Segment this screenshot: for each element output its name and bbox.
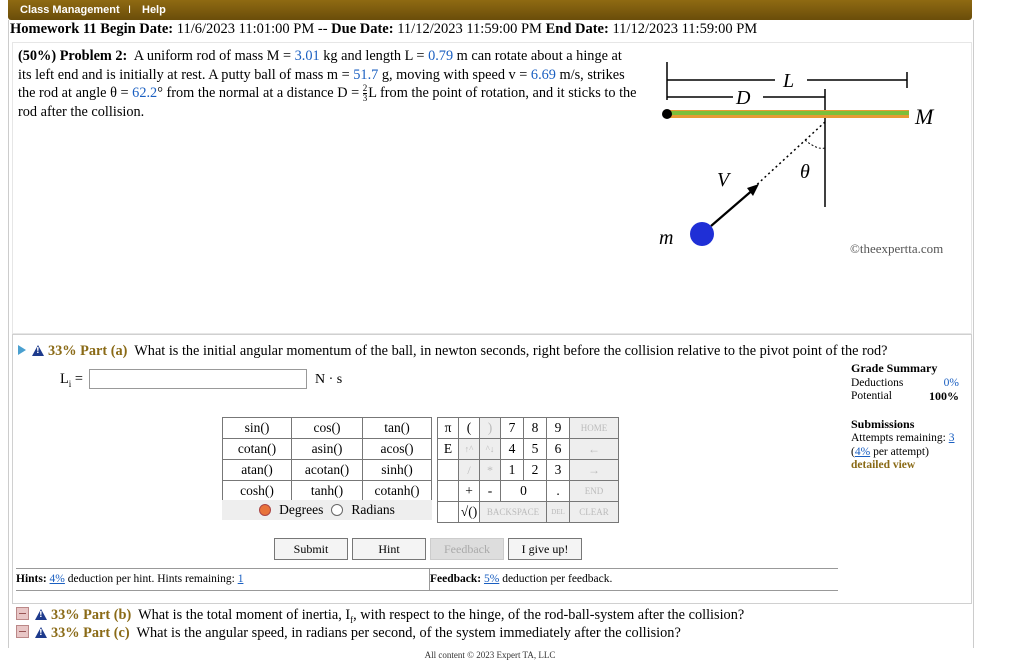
- part-c-row[interactable]: [16, 625, 681, 642]
- begin-date-value: 11/6/2023 11:01:00 PM: [176, 21, 315, 37]
- end-date-value: 11/12/2023 11:59:00 PM: [612, 21, 758, 37]
- key-right[interactable]: →: [570, 460, 619, 481]
- potential-label: Potential: [851, 390, 892, 402]
- warning-icon: [35, 627, 47, 638]
- homework-title: Homework 11: [10, 21, 97, 37]
- key-open-paren[interactable]: (: [459, 418, 480, 439]
- warning-icon: [35, 609, 47, 620]
- deductions-label: Deductions: [851, 376, 904, 389]
- angle-value: 62.2: [132, 85, 158, 101]
- label-theta: θ: [800, 161, 810, 183]
- part-c-question: What is the angular speed, in radians per second, of the system immediately after the collision?: [136, 625, 681, 641]
- part-a-percent: 33% Part (a): [48, 343, 128, 359]
- mass-value: 3.01: [294, 48, 320, 64]
- func-cotanh[interactable]: cotanh(): [363, 481, 432, 502]
- problem-text-6: ° from the normal at a distance D =: [157, 85, 363, 101]
- submissions-title: Submissions: [851, 416, 915, 431]
- fraction-numerator: 2: [362, 83, 368, 94]
- key-clear[interactable]: CLEAR: [570, 502, 619, 523]
- per-attempt-row: [851, 446, 959, 460]
- func-atan[interactable]: atan(): [223, 460, 292, 481]
- top-nav-bar: [8, 0, 972, 20]
- date-separator: --: [317, 21, 328, 37]
- answer-variable: [60, 371, 83, 389]
- key-5[interactable]: 5: [524, 439, 547, 460]
- give-up-button[interactable]: I give up!: [508, 538, 582, 560]
- func-asin[interactable]: asin(): [292, 439, 363, 460]
- collapse-icon[interactable]: [16, 625, 29, 638]
- attempts-value: 3: [948, 432, 955, 444]
- hints-pct: 4%: [49, 573, 65, 585]
- class-management-link[interactable]: Class Management: [20, 4, 120, 16]
- hints-label: Hints:: [16, 573, 47, 585]
- func-cosh[interactable]: cosh(): [223, 481, 292, 502]
- func-cotan[interactable]: cotan(): [223, 439, 292, 460]
- radians-label: Radians: [351, 502, 395, 517]
- hints-info: [16, 573, 243, 585]
- answer-input[interactable]: [89, 369, 307, 389]
- variable-letter: L: [60, 371, 69, 387]
- copyright-watermark: ©theexpertta.com: [850, 241, 944, 256]
- func-cos[interactable]: cos(): [292, 418, 363, 439]
- feedback-info: [430, 573, 612, 585]
- key-down[interactable]: ^↓: [480, 439, 501, 460]
- key-9[interactable]: 9: [547, 418, 570, 439]
- detailed-view-link[interactable]: detailed view: [851, 459, 916, 471]
- key-home[interactable]: HOME: [570, 418, 619, 439]
- func-sin[interactable]: sin(): [223, 418, 292, 439]
- key-sqrt[interactable]: √(): [459, 502, 480, 523]
- angle-mode: [222, 500, 432, 520]
- collapse-icon[interactable]: [16, 607, 29, 620]
- end-date-label: End Date:: [545, 21, 609, 37]
- submit-button[interactable]: Submit: [274, 538, 348, 560]
- attempts-row: [851, 432, 959, 446]
- problem-diagram: [655, 62, 934, 252]
- deductions-row: [851, 377, 959, 391]
- problem-text: [18, 47, 638, 122]
- key-end[interactable]: END: [570, 481, 619, 502]
- part-b-row[interactable]: [16, 607, 744, 625]
- degrees-radio[interactable]: [259, 504, 271, 516]
- hints-remaining: 1: [237, 573, 244, 585]
- variable-subscript: i: [68, 378, 72, 389]
- key-e[interactable]: E: [438, 439, 459, 460]
- part-b-question-1: What is the total moment of inertia, I: [138, 607, 351, 623]
- key-pi[interactable]: π: [438, 418, 459, 439]
- key-8[interactable]: 8: [524, 418, 547, 439]
- deductions-value: 0%: [943, 376, 959, 389]
- velocity-arrow: [711, 188, 755, 226]
- per-attempt-label: per attempt): [873, 445, 929, 458]
- func-tanh[interactable]: tanh(): [292, 481, 363, 502]
- problem-header: (50%) Problem 2:: [18, 48, 128, 64]
- key-blank-1: [438, 460, 459, 481]
- func-acotan[interactable]: acotan(): [292, 460, 363, 481]
- part-b-question-2: , with respect to the hinge, of the rod-ball-system after the collision?: [353, 607, 745, 623]
- key-plus[interactable]: +: [459, 481, 480, 502]
- key-7[interactable]: 7: [501, 418, 524, 439]
- part-a-header: [18, 343, 887, 360]
- feedback-button[interactable]: Feedback: [430, 538, 504, 560]
- hints-text: deduction per hint. Hints remaining:: [67, 573, 235, 585]
- ball-mass-value: 51.7: [353, 66, 379, 83]
- part-a-question: What is the initial angular momentum of the ball, in newton seconds, right before the collision relative to the pivot point of the rod?: [134, 343, 888, 359]
- key-1[interactable]: 1: [501, 460, 524, 481]
- speed-value: 6.69: [530, 66, 556, 83]
- potential-value: 100%: [929, 389, 959, 403]
- footer-copyright: All content © 2023 Expert TA, LLC: [424, 650, 556, 660]
- key-multiply[interactable]: *: [480, 460, 501, 481]
- feedback-text: deduction per feedback.: [502, 573, 613, 585]
- per-attempt-paren: (: [851, 445, 855, 458]
- key-0[interactable]: 0: [501, 481, 547, 502]
- part-c-percent: 33% Part (c): [51, 625, 130, 641]
- key-divide[interactable]: /: [459, 460, 480, 481]
- part-b-subscript: f: [350, 614, 354, 625]
- problem-text-2: kg and length L =: [319, 48, 429, 64]
- equals-sign: =: [74, 371, 83, 387]
- key-6[interactable]: 6: [547, 439, 570, 460]
- key-3[interactable]: 3: [547, 460, 570, 481]
- rod-highlight: [667, 111, 909, 115]
- label-M: M: [915, 104, 934, 129]
- grade-summary: [851, 362, 959, 473]
- label-m: m: [659, 227, 674, 249]
- begin-date-label: Begin Date:: [100, 21, 174, 37]
- play-icon[interactable]: [18, 345, 26, 355]
- velocity-dotted-line: [751, 122, 825, 190]
- key-del[interactable]: DEL: [547, 502, 570, 523]
- label-L: L: [783, 70, 795, 92]
- key-decimal[interactable]: .: [547, 481, 570, 502]
- answer-unit: N · s: [315, 372, 343, 387]
- length-value: 0.79: [428, 48, 454, 64]
- potential-row: [851, 390, 959, 404]
- radians-radio[interactable]: [331, 504, 343, 516]
- hints-row: [16, 568, 838, 591]
- problem-text-5: m/s, strikes the rod at angle θ =: [18, 66, 625, 101]
- func-tan[interactable]: tan(): [363, 418, 432, 439]
- func-acos[interactable]: acos(): [363, 439, 432, 460]
- degrees-label: Degrees: [279, 502, 324, 517]
- key-left[interactable]: ←: [570, 439, 619, 460]
- ball-icon: [690, 222, 714, 246]
- warning-icon: [32, 345, 44, 356]
- problem-text-1: A uniform rod of mass M =: [133, 48, 295, 64]
- key-2[interactable]: 2: [524, 460, 547, 481]
- part-b-percent: 33% Part (b): [51, 607, 132, 623]
- per-attempt-pct: 4%: [854, 445, 871, 458]
- problem-text-7: L from the point of rotation, and it sticks to the rod after the collision.: [18, 85, 637, 121]
- label-V: V: [717, 169, 730, 191]
- label-D: D: [736, 87, 751, 109]
- homework-header: [10, 21, 757, 38]
- key-up[interactable]: ↑^: [459, 439, 480, 460]
- number-keypad: [437, 417, 619, 523]
- feedback-pct: 5%: [483, 573, 500, 585]
- grade-summary-title: Grade Summary: [851, 361, 938, 375]
- key-backspace[interactable]: BACKSPACE: [480, 502, 547, 523]
- angle-arc: [805, 140, 825, 148]
- key-blank-2: [438, 481, 459, 502]
- attempts-label: Attempts remaining:: [851, 432, 946, 444]
- hint-button[interactable]: Hint: [352, 538, 426, 560]
- key-minus[interactable]: -: [480, 481, 501, 502]
- due-date-value: 11/12/2023 11:59:00 PM: [397, 21, 542, 37]
- func-sinh[interactable]: sinh(): [363, 460, 432, 481]
- due-date-label: Due Date:: [331, 21, 394, 37]
- fraction: [363, 84, 368, 103]
- problem-text-4: g, moving with speed v =: [378, 66, 531, 83]
- function-keypad: [222, 417, 432, 502]
- key-4[interactable]: 4: [501, 439, 524, 460]
- feedback-label: Feedback:: [430, 573, 482, 585]
- problem-text-3: m can rotate about a hinge at its left end and is initially at rest. A putty ball of mass m =: [18, 48, 622, 83]
- hinge-icon: [662, 109, 672, 119]
- key-blank-3: [438, 502, 459, 523]
- fraction-denominator: 3: [362, 93, 368, 104]
- key-close-paren[interactable]: ): [480, 418, 501, 439]
- help-link[interactable]: Help: [142, 4, 166, 16]
- nav-separator: I: [128, 4, 132, 16]
